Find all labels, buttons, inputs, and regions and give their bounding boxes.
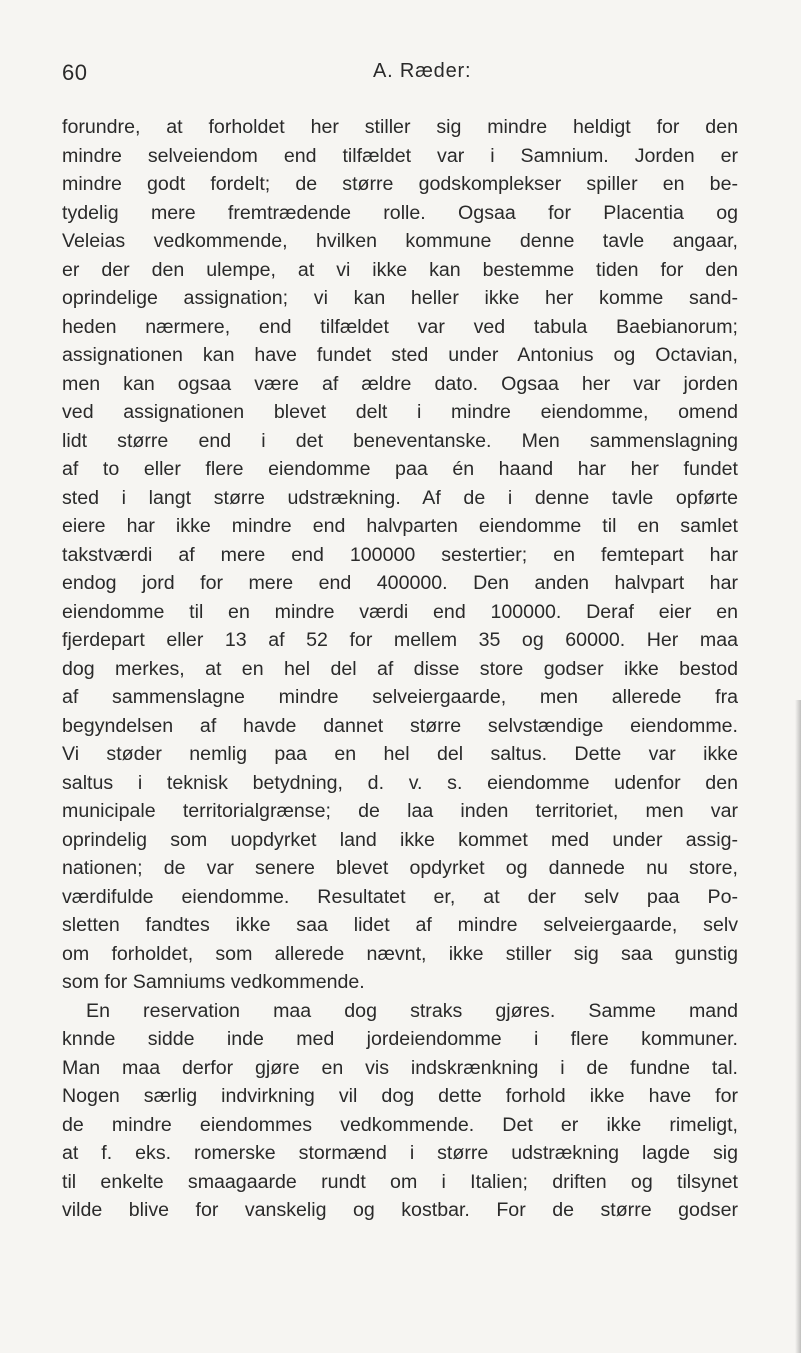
text-line: fjerdepart eller 13 af 52 for mellem 35 og 60000. Her maa — [62, 629, 738, 651]
running-title: A. Ræder: — [373, 60, 472, 82]
page-header — [0, 60, 801, 90]
body-text — [62, 113, 738, 1225]
text-line: eiere har ikke mindre end halvparten eiendomme til en samlet — [62, 515, 738, 537]
text-line: eiendomme til en mindre værdi end 100000. Deraf eier en — [62, 600, 738, 623]
text-line: værdifulde eiendomme. Resultatet er, at der selv paa Po- — [62, 885, 738, 908]
text-line: takstværdi af mere end 100000 sestertier; en femtepart har — [62, 543, 738, 566]
page-number: 60 — [62, 60, 88, 85]
text-line: Nogen særlig indvirkning vil dog dette forhold ikke have for — [62, 1085, 738, 1107]
text-line: saltus i teknisk betydning, d. v. s. eiendomme udenfor den — [62, 771, 738, 794]
text-line: assignationen kan have fundet sted under Antonius og Octavian, — [62, 344, 738, 366]
text-line: de mindre eiendommes vedkommende. Det er ikke rimeligt, — [62, 1113, 738, 1136]
text-line: om forholdet, som allerede nævnt, ikke stiller sig saa gunstig — [62, 942, 738, 965]
text-line: oprindelige assignation; vi kan heller ikke her komme sand- — [62, 287, 738, 309]
text-line: Veleias vedkommende, hvilken kommune denne tavle angaar, — [62, 230, 738, 252]
text-line: af to eller flere eiendomme paa én haand har her fundet — [62, 458, 738, 480]
text-line: sted i langt større udstrækning. Af de i denne tavle opførte — [62, 486, 738, 509]
text-line: vilde blive for vanskelig og kostbar. For de større godser — [62, 1199, 738, 1221]
text-line: men kan ogsaa være af ældre dato. Ogsaa her var jorden — [62, 372, 738, 395]
text-line: af sammenslagne mindre selveiergaarde, men allerede fra — [62, 686, 738, 708]
text-line: oprindelig som uopdyrket land ikke kommet med under assig- — [62, 828, 738, 851]
text-line: til enkelte smaagaarde rundt om i Italien; driften og tilsynet — [62, 1170, 738, 1193]
text-line: dog merkes, at en hel del af disse store godser ikke bestod — [62, 657, 738, 680]
text-line: nationen; de var senere blevet opdyrket og dannede nu store, — [62, 857, 738, 879]
text-line: er der den ulempe, at vi ikke kan bestemme tiden for den — [62, 258, 738, 281]
text-line: Man maa derfor gjøre en vis indskrænkning i de fundne tal. — [62, 1056, 738, 1079]
text-line: som for Samniums vedkommende. — [62, 971, 365, 993]
text-line: En reservation maa dog straks gjøres. Samme mand — [86, 999, 738, 1022]
paragraph — [62, 997, 738, 1225]
text-line: begyndelsen af havde dannet større selvstændige eiendomme. — [62, 714, 738, 737]
text-line: lidt større end i det beneventanske. Men sammenslagning — [62, 429, 738, 452]
text-line: ved assignationen blevet delt i mindre eiendomme, omend — [62, 401, 738, 423]
text-line: mindre godt fordelt; de større godskomplekser spiller en be- — [62, 173, 738, 195]
paragraph — [62, 113, 738, 997]
text-line: knnde sidde inde med jordeiendomme i flere kommuner. — [62, 1028, 738, 1050]
text-line: mindre selveiendom end tilfældet var i Samnium. Jorden er — [62, 144, 738, 167]
page-edge-shadow — [795, 700, 801, 1353]
text-line: forundre, at forholdet her stiller sig mindre heldigt for den — [62, 116, 738, 138]
text-line: municipale territorialgrænse; de laa inden territoriet, men var — [62, 800, 738, 822]
text-line: heden nærmere, end tilfældet var ved tabula Baebianorum; — [62, 315, 738, 338]
text-line: Vi støder nemlig paa en hel del saltus. Dette var ikke — [62, 743, 738, 765]
text-line: sletten fandtes ikke saa lidet af mindre selveiergaarde, selv — [62, 914, 738, 936]
text-line: endog jord for mere end 400000. Den anden halvpart har — [62, 572, 738, 594]
text-line: tydelig mere fremtrædende rolle. Ogsaa for Placentia og — [62, 201, 738, 224]
text-line: at f. eks. romerske stormænd i større udstrækning lagde sig — [62, 1142, 738, 1164]
